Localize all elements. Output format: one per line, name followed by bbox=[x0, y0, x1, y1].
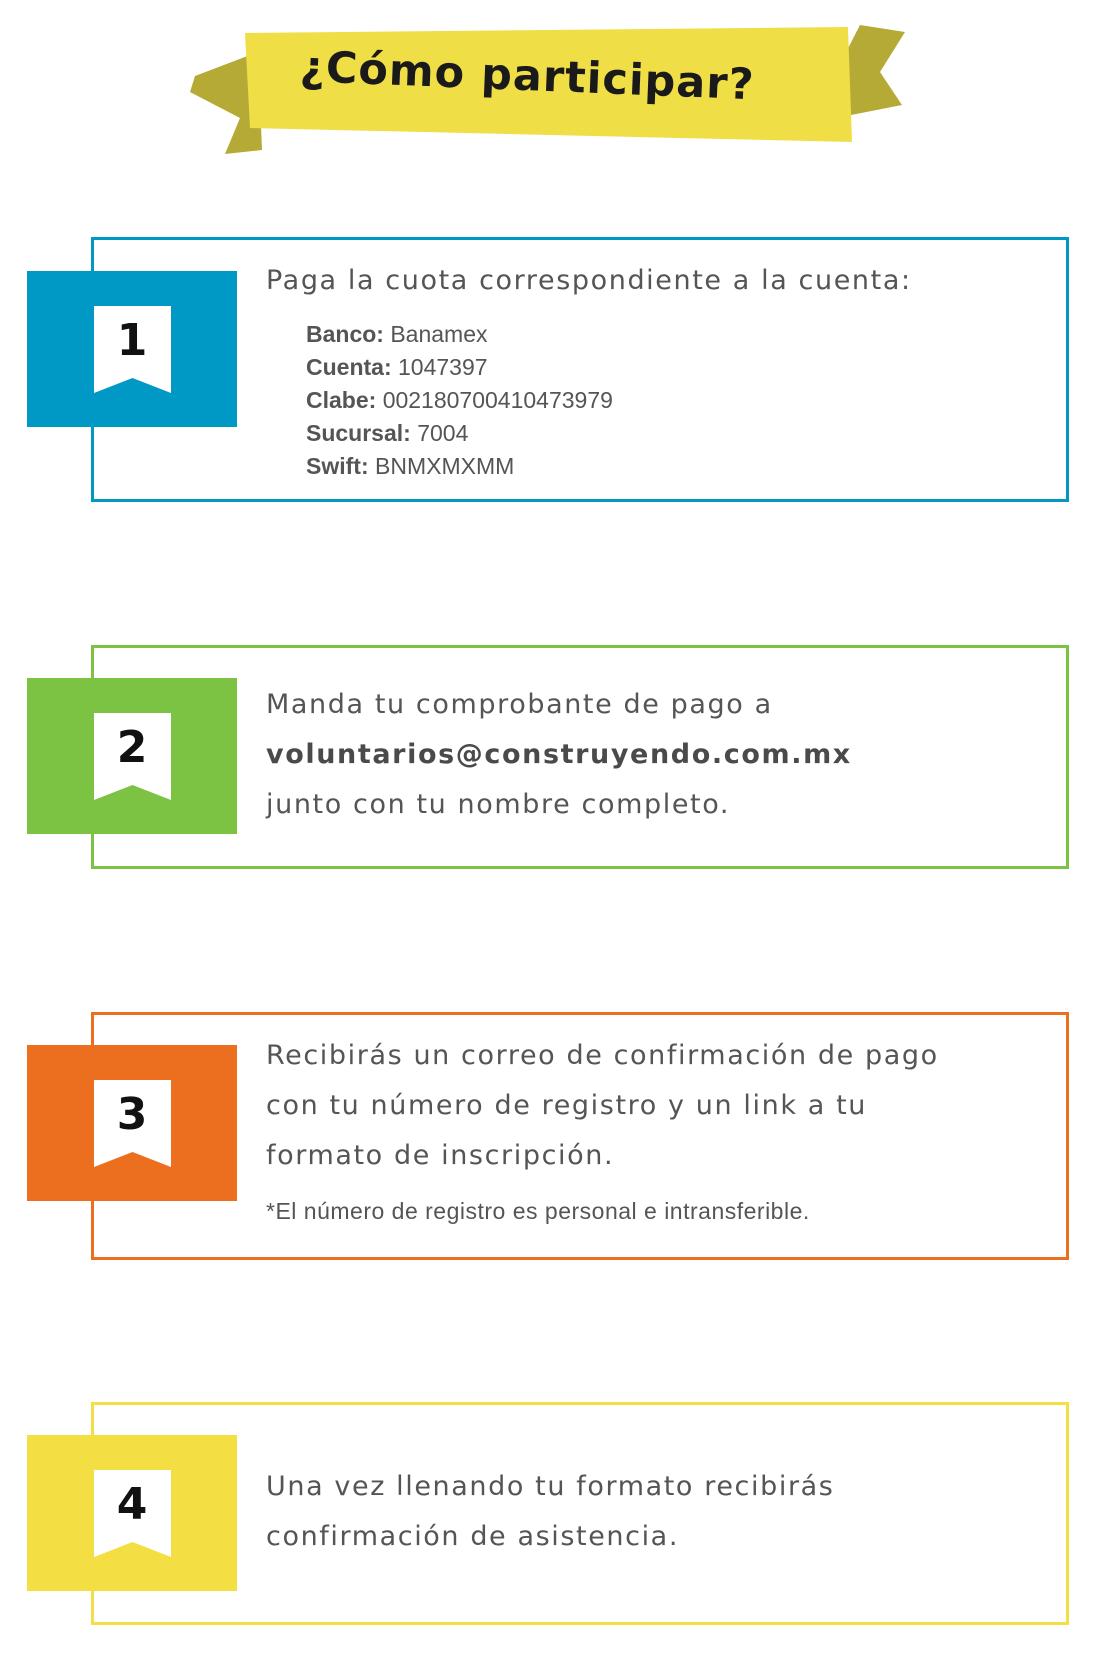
step-2-line-3: junto con tu nombre completo. bbox=[266, 789, 731, 820]
clabe-row bbox=[306, 384, 613, 417]
step-1-text: Paga la cuota correspondiente a la cuenta: bbox=[266, 265, 912, 296]
clabe-label: Clabe: bbox=[306, 387, 377, 413]
step-3-note: *El número de registro es personal e intransferible. bbox=[266, 1198, 810, 1224]
bank-row bbox=[306, 318, 613, 351]
step-1-number: 1 bbox=[116, 315, 148, 366]
branch-row bbox=[306, 417, 613, 450]
step-1-badge bbox=[27, 271, 237, 427]
bank-value: Banamex bbox=[390, 321, 488, 347]
account-row bbox=[306, 351, 613, 384]
step-3-line-2: con tu número de registro y un link a tu bbox=[266, 1090, 867, 1121]
step-3-number: 3 bbox=[116, 1089, 148, 1140]
step-4-text bbox=[266, 1462, 834, 1562]
swift-label: Swift: bbox=[306, 453, 369, 479]
account-value: 1047397 bbox=[398, 354, 488, 380]
branch-value: 7004 bbox=[417, 420, 469, 446]
step-3-line-3: formato de inscripción. bbox=[266, 1140, 615, 1171]
step-4-number: 4 bbox=[116, 1479, 148, 1530]
bank-details bbox=[306, 318, 613, 483]
page-title: ¿Cómo participar? bbox=[298, 42, 756, 111]
bank-label: Banco: bbox=[306, 321, 384, 347]
step-4-line-1: Una vez llenando tu formato recibirás bbox=[266, 1471, 835, 1502]
swift-value: BNMXMXMM bbox=[375, 453, 515, 479]
step-2-text bbox=[266, 680, 852, 830]
step-2-number: 2 bbox=[116, 722, 148, 773]
ribbon-right-tail bbox=[842, 25, 905, 116]
swift-row bbox=[306, 450, 613, 483]
clabe-value: 002180700410473979 bbox=[382, 387, 613, 413]
step-3-badge bbox=[27, 1045, 237, 1201]
step-4-badge bbox=[27, 1435, 237, 1591]
email-link[interactable]: voluntarios@construyendo.com.mx bbox=[266, 739, 852, 770]
step-3-text bbox=[266, 1031, 939, 1181]
account-label: Cuenta: bbox=[306, 354, 392, 380]
step-4-line-2: confirmación de asistencia. bbox=[266, 1521, 680, 1552]
step-3-line-1: Recibirás un correo de confirmación de pago bbox=[266, 1040, 939, 1071]
step-2-line-1: Manda tu comprobante de pago a bbox=[266, 689, 773, 720]
branch-label: Sucursal: bbox=[306, 420, 411, 446]
step-2-badge bbox=[27, 678, 237, 834]
